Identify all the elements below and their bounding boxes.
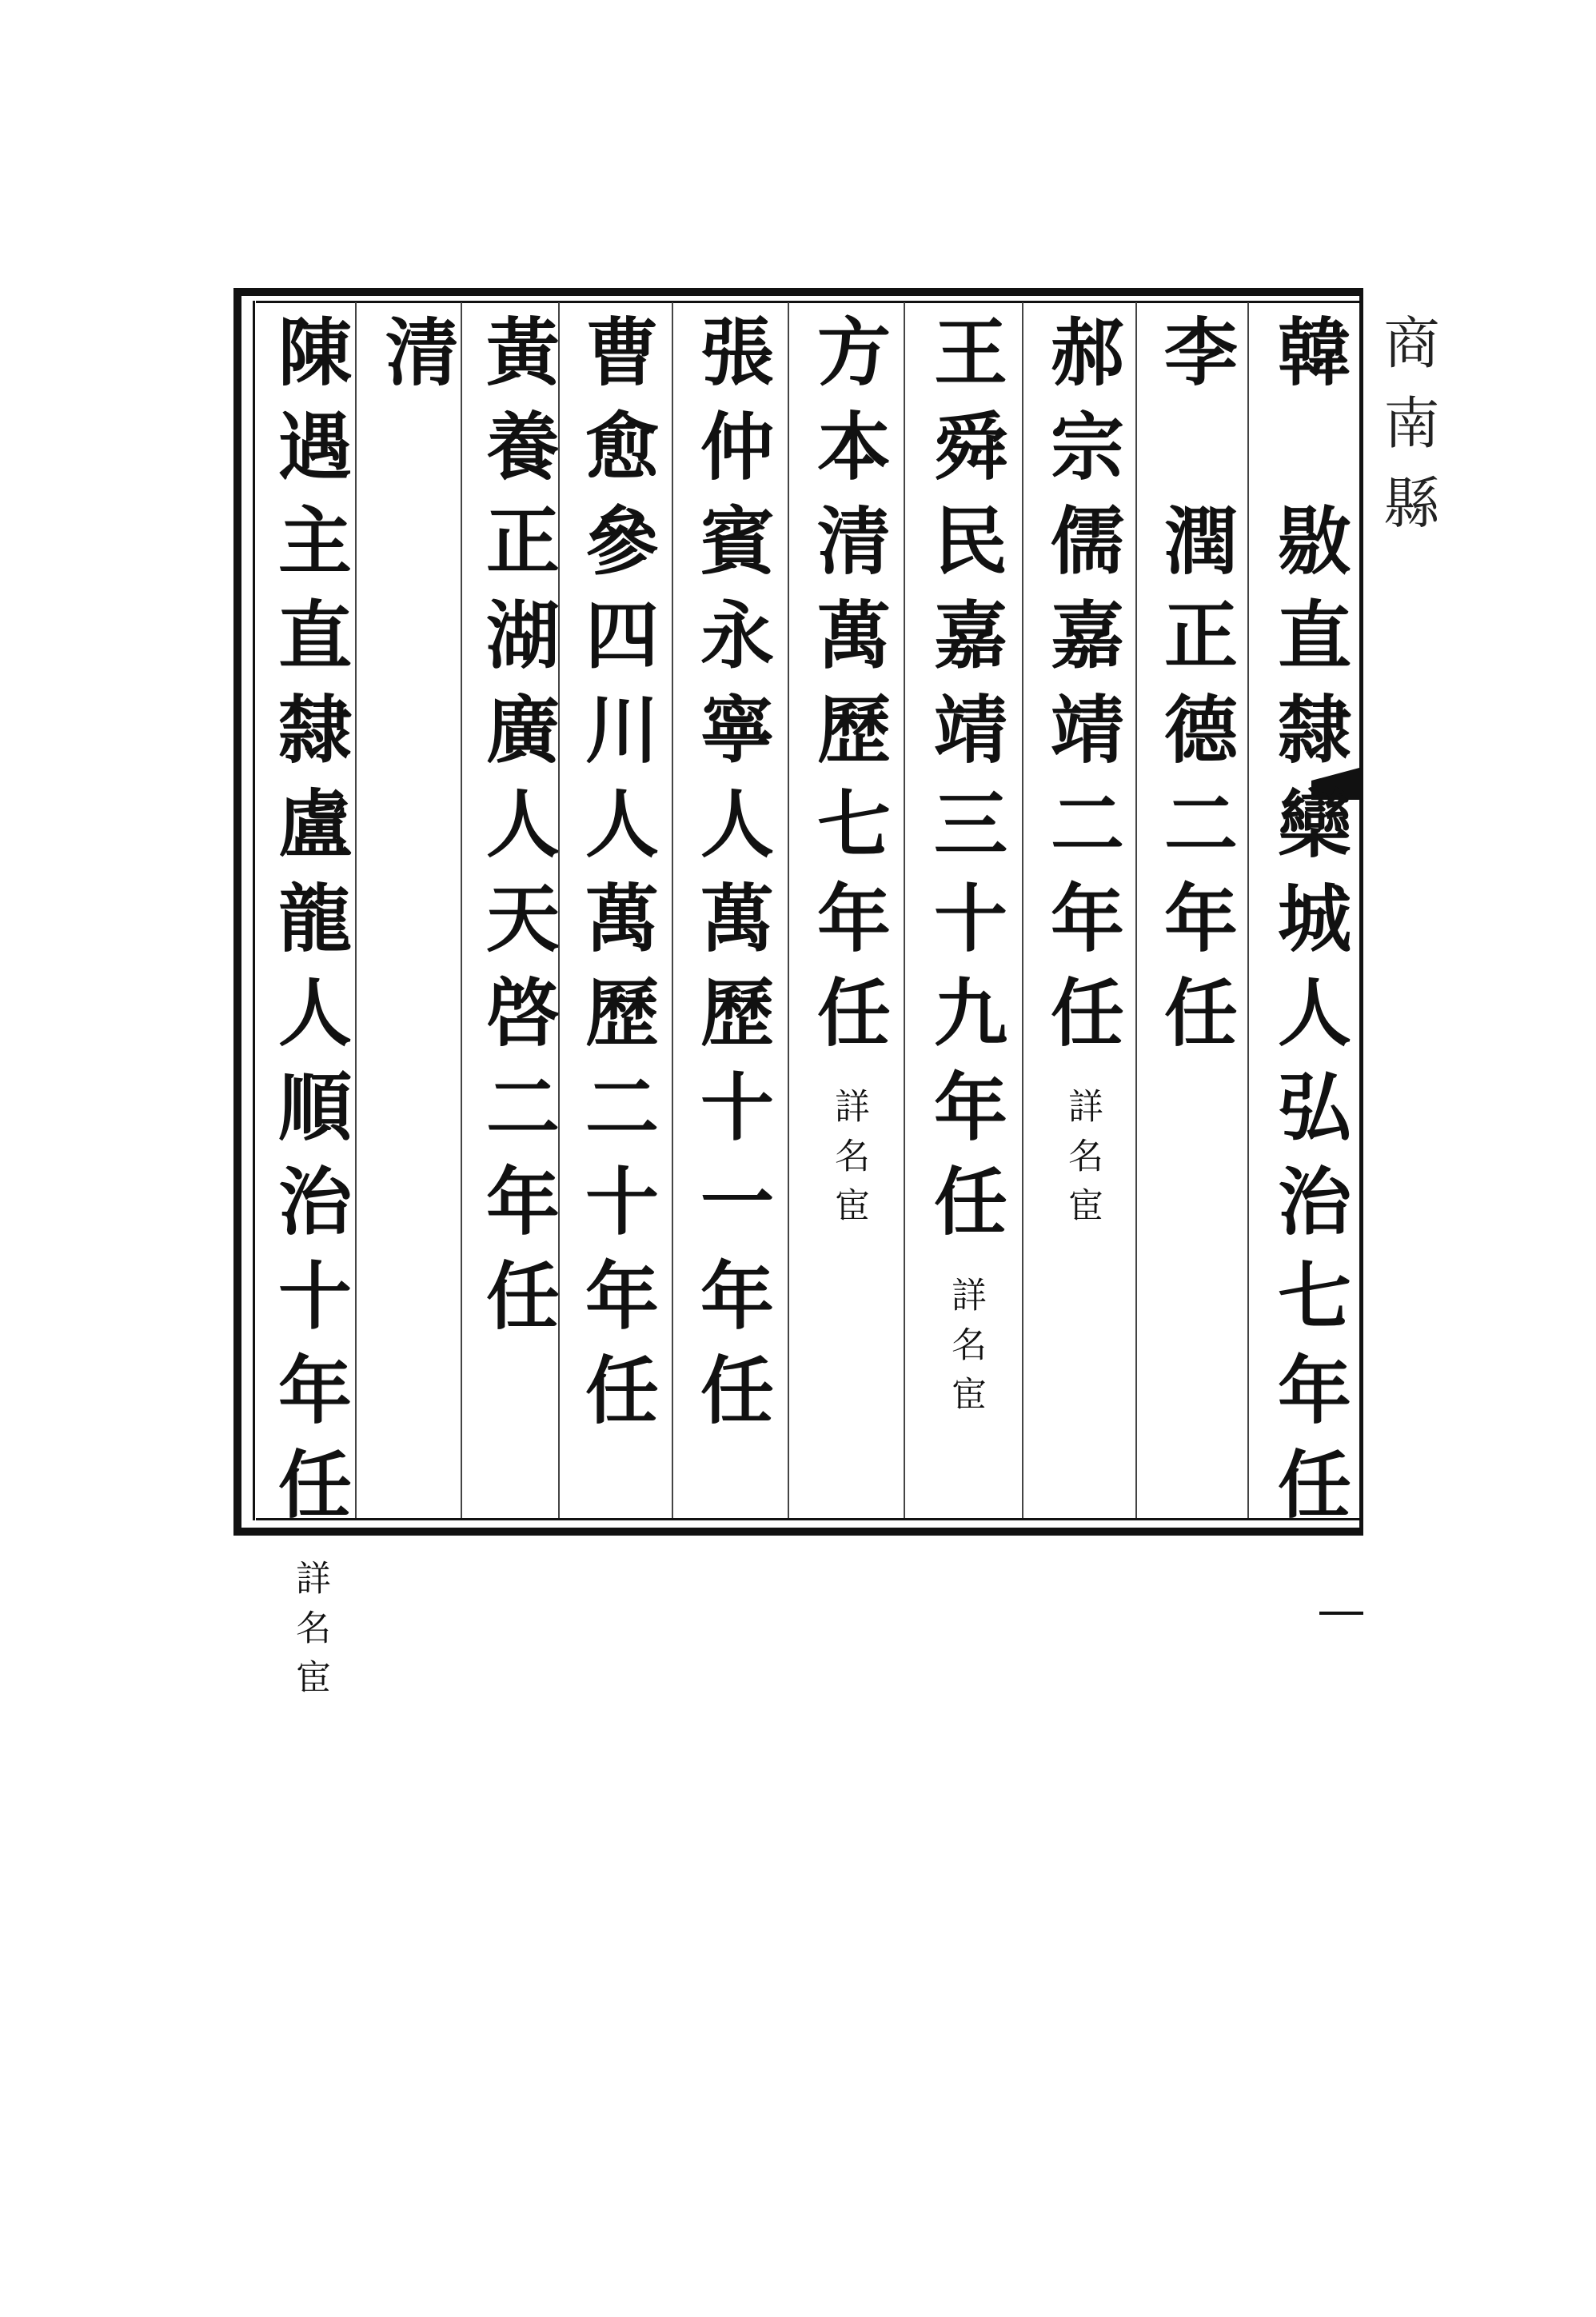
frame-bottom-border [240,1528,1363,1536]
frame-bottom-inner-border [256,1518,1363,1520]
column-chen-yuzhu [257,314,361,1708]
column-rule [1022,302,1023,1518]
column-rule [461,302,462,1518]
column-main-text: 王舜民嘉靖三十九年任 [922,314,1008,1257]
column-huang-yangzheng [465,314,569,1352]
column-qing-heading [365,314,469,408]
column-main-text: 黃養正湖廣人天啓二年任 [474,314,561,1352]
frame-top-border [240,288,1363,296]
column-wang-shunmin [913,314,1017,1425]
column-cao-yucan [565,314,668,1446]
column-hao-zongru [1030,314,1134,1236]
column-rule [788,302,789,1518]
frame-top-inner-border [256,301,1363,303]
column-main-text: 李 潤正德二年任 [1152,314,1239,1069]
column-main-text: 張仲賓永寧人萬歷十一年任 [688,314,775,1446]
column-note: 詳名宦 [289,1560,330,1708]
column-rule [672,302,673,1518]
frame-left-inner-border [253,301,255,1520]
column-rule [1247,302,1249,1518]
column-main-text: 陳遇主直隸盧龍人順治十年任 [266,314,353,1540]
column-zhang-zhongbin [680,314,784,1446]
column-rule [904,302,905,1518]
margin-tick [1319,1612,1363,1615]
column-note: 詳名宦 [1062,1088,1103,1236]
column-note: 詳名宦 [828,1088,869,1236]
column-note: 詳名宦 [945,1276,986,1425]
column-main-text: 方本清萬歷七年任 [805,314,892,1069]
margin-title [1367,314,1448,553]
column-li-run [1143,314,1247,1069]
column-main-text: 韓 敭直隸欒城人弘治七年任 [1266,314,1352,1540]
column-fang-benqing [796,314,900,1236]
frame-left-border [233,288,241,1536]
column-main-text: 郝宗儒嘉靖二年任 [1039,314,1125,1069]
dynasty-heading: 清 [373,314,460,408]
margin-title-text: 商南縣 [1375,314,1440,553]
column-han-ao [1257,314,1361,1540]
column-rule [1135,302,1137,1518]
column-main-text: 曹愈參四川人萬歷二十年任 [573,314,660,1446]
